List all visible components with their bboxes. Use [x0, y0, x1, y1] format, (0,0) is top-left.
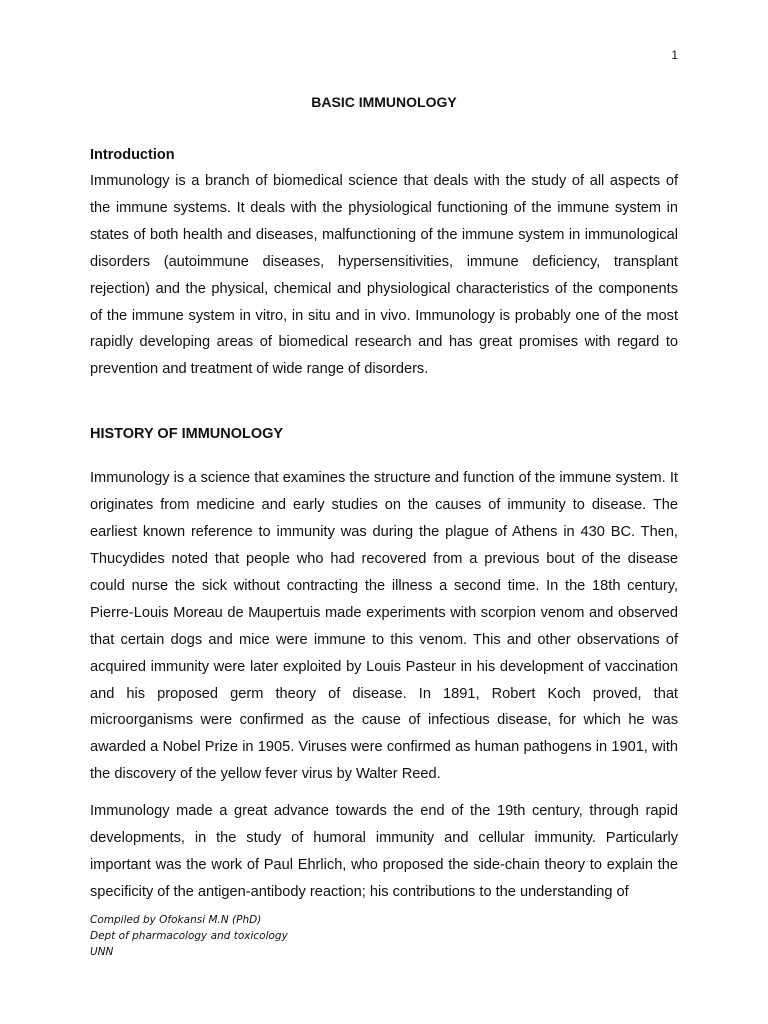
footer-institution: UNN — [90, 946, 114, 958]
introduction-heading: Introduction — [90, 147, 175, 163]
history-paragraph-2: Immunology made a great advance towards the end of the 19th century, through rapid developments, in the study of humoral immunity and cellular immunity. Particularly important was the work of Paul Ehrlich, who proposed the side-chain theory to explain the specificity of the antigen-antibody reaction; his contributions to the understanding of — [90, 803, 678, 900]
document-body — [90, 142, 678, 906]
history-heading: HISTORY OF IMMUNOLOGY — [90, 426, 284, 443]
introduction-paragraph: Immunology is a branch of biomedical science that deals with the study of all aspects of the immune systems. It deals with the physiological functioning of the immune system in states of both health and diseases, malfunctioning of the immune system in immunological disorders (autoimmune diseases, hypersensitivities, immune deficiency, transplant rejection) and the physical, chemical and physiological characteristics of the components of the immune system in vitro, in situ and in vivo. Immunology is probably one of the most rapidly developing areas of biomedical research and has great promises with regard to prevention and treatment of wide range of disorders. — [90, 173, 678, 378]
page-number: 1 — [671, 48, 678, 62]
footer-department: Dept of pharmacology and toxicology — [90, 930, 288, 942]
document-title: BASIC IMMUNOLOGY — [311, 94, 457, 110]
footer-compiler: Compiled by Ofokansi M.N (PhD) — [90, 914, 262, 926]
page-footer — [90, 912, 288, 960]
history-paragraph-1: Immunology is a science that examines the structure and function of the immune system. It originates from medicine and early studies on the causes of immunity to disease. The earliest known reference to immunity was during the plague of Athens in 430 BC. Then, Thucydides noted that people who had recovered from a previous bout of the disease could nurse the sick without contracting the illness a second time. In the 18th century, Pierre-Louis Moreau de Maupertuis made experiments with scorpion venom and observed that certain dogs and mice were immune to this venom. This and other observations of acquired immunity were later exploited by Louis Pasteur in his development of vaccination and his proposed germ theory of disease. In 1891, Robert Koch proved, that microorganisms were confirmed as the cause of infectious disease, for which he was awarded a Nobel Prize in 1905. Viruses were confirmed as human pathogens in 1901, with the discovery of the yellow fever virus by Walter Reed. — [90, 470, 678, 783]
